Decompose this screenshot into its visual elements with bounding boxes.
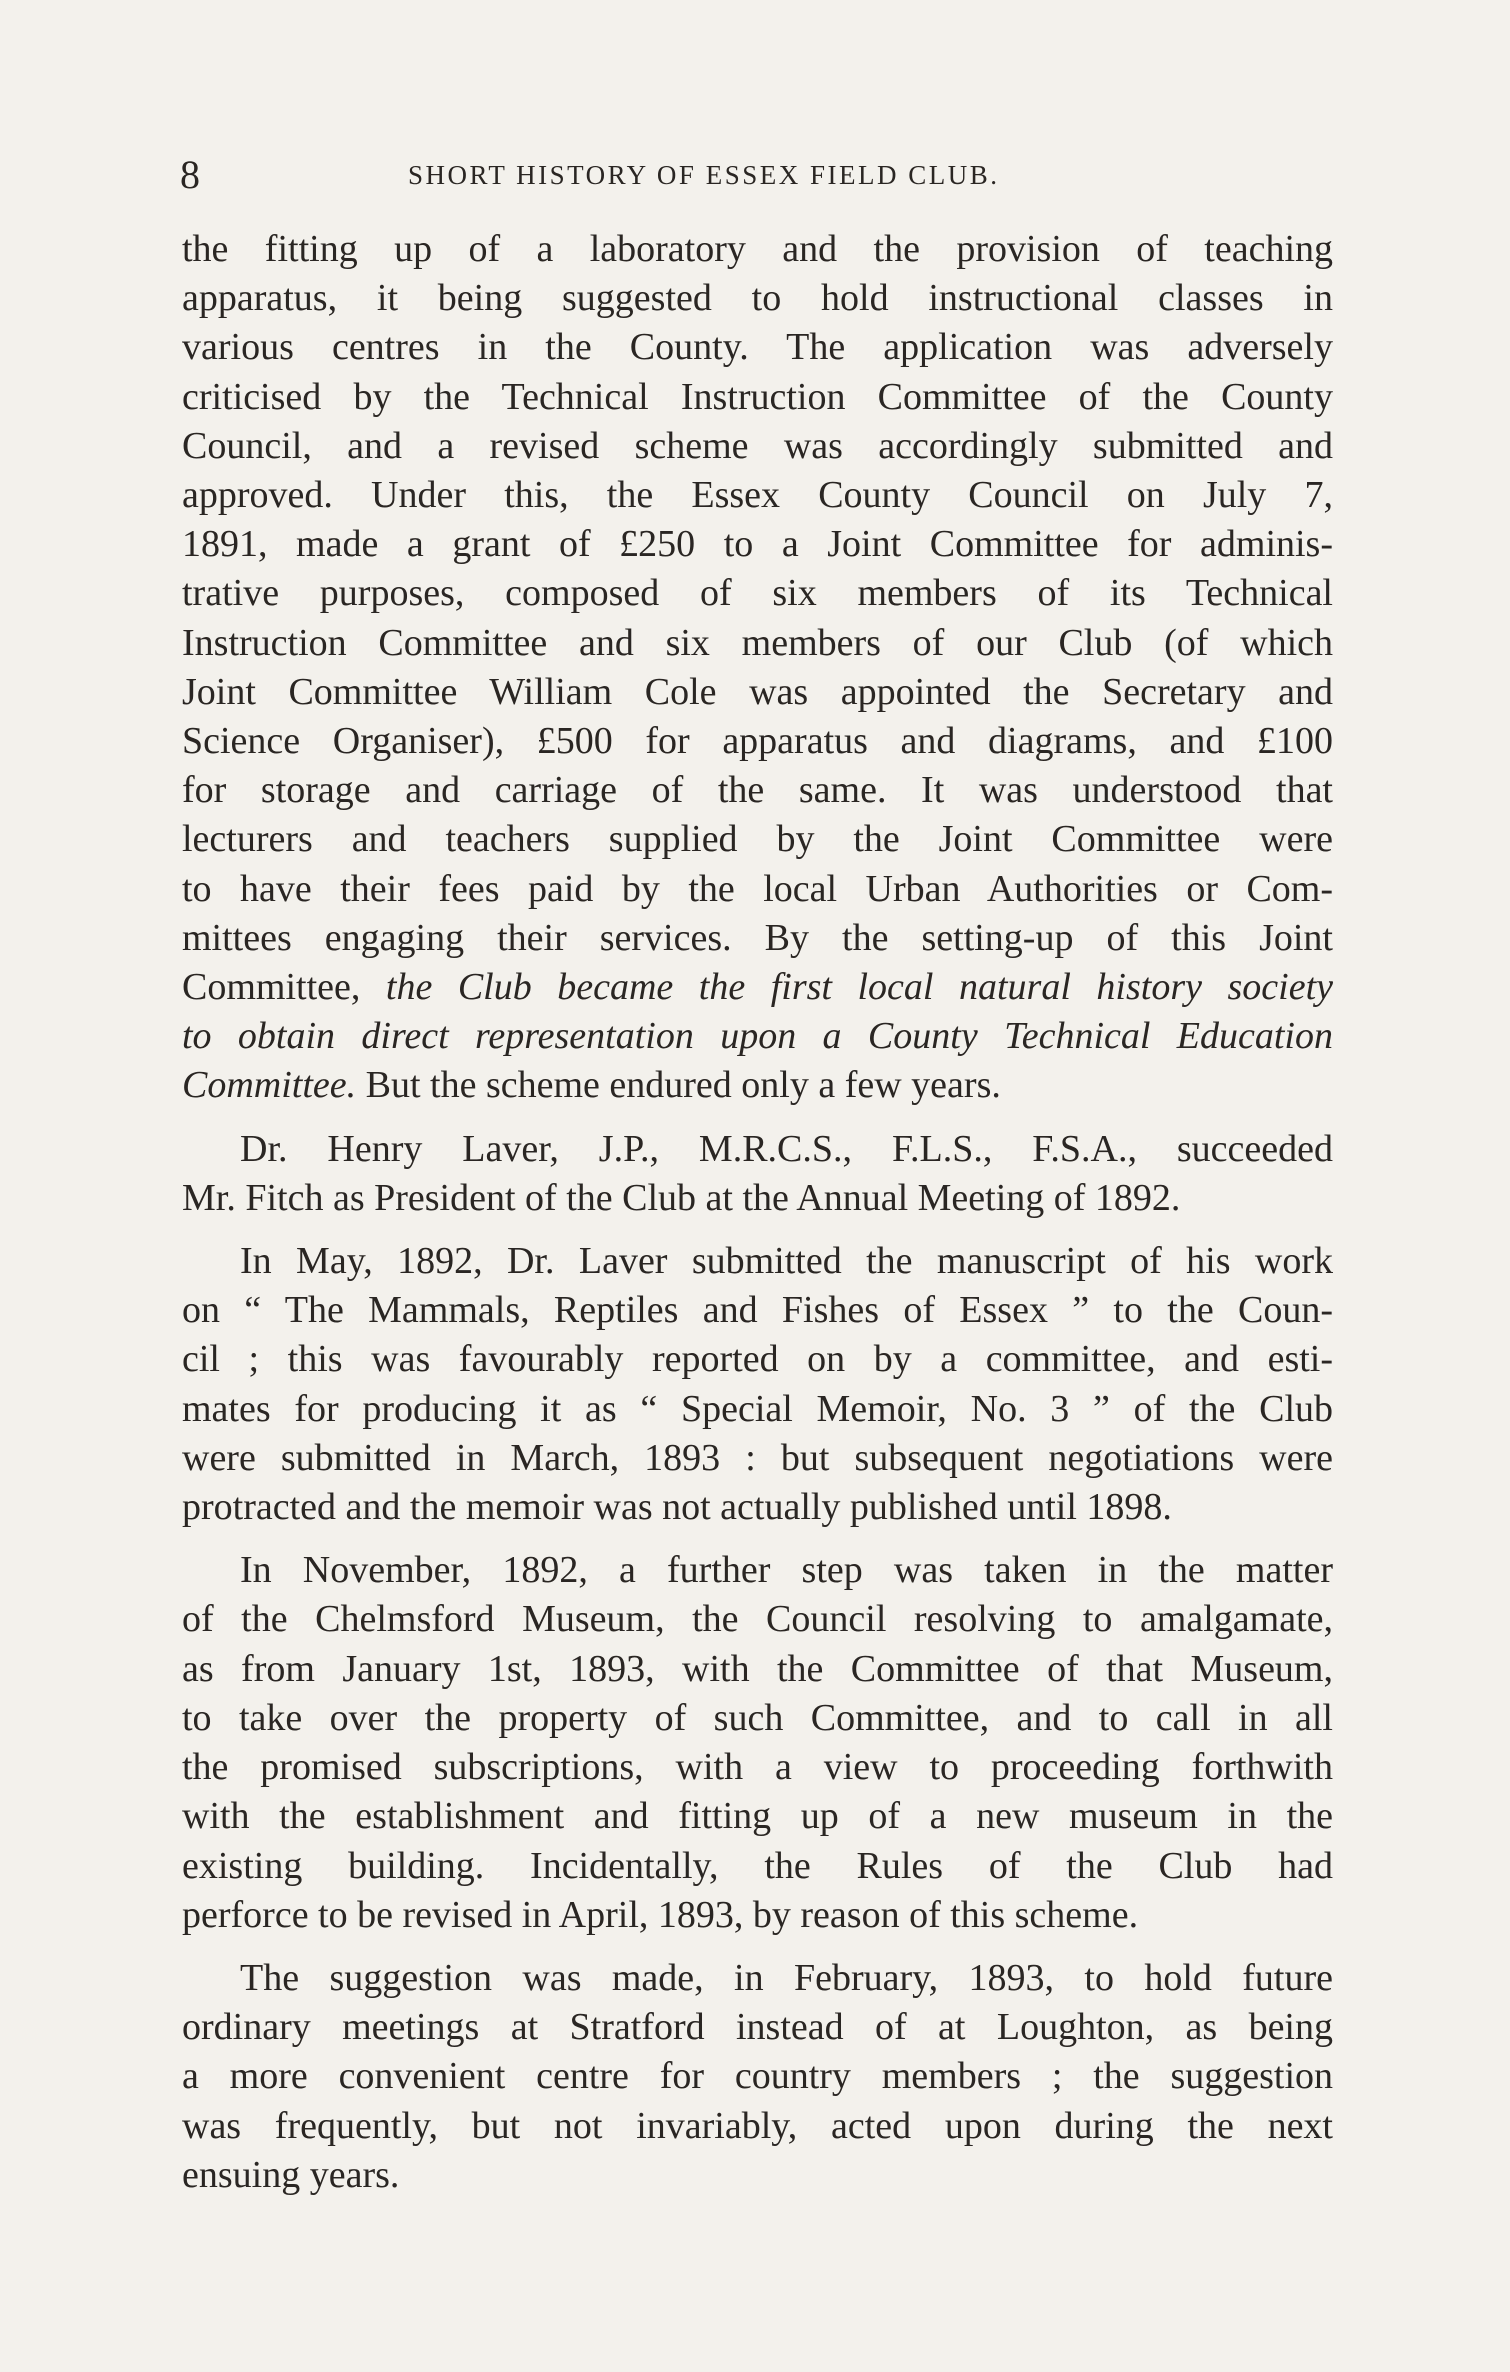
text-line: various centres in the County. The application was adversely <box>182 326 1333 369</box>
text-line: Dr. Henry Laver, J.P., M.R.C.S., F.L.S., F.S.A., succeeded <box>240 1127 1333 1170</box>
text-line: of the Chelmsford Museum, the Council resolving to amalgamate, <box>182 1598 1333 1641</box>
text-line: protracted and the memoir was not actually published until 1898. <box>182 1486 1172 1529</box>
text-line: ensuing years. <box>182 2153 400 2196</box>
paragraph-2 <box>182 1125 1333 1223</box>
text-line: criticised by the Technical Instruction Committee of the County <box>182 375 1333 418</box>
text-span: Committee, <box>182 966 386 1009</box>
text-line: 1891, made a grant of £250 to a Joint Committee for adminis- <box>182 523 1333 566</box>
paragraph-4 <box>182 1546 1333 1940</box>
text-line: The suggestion was made, in February, 1893, to hold future <box>240 1956 1333 1999</box>
text-line: with the establishment and fitting up of a new museum in the <box>182 1795 1333 1838</box>
text-line: were submitted in March, 1893 : but subsequent negotiations were <box>182 1436 1333 1479</box>
italic-text: to obtain direct representation upon a County Technical Education <box>182 1015 1333 1058</box>
page-header <box>180 150 1335 200</box>
text-line: In November, 1892, a further step was taken in the matter <box>240 1549 1333 1592</box>
text-line: apparatus, it being suggested to hold instructional classes in <box>182 277 1333 320</box>
italic-text: the Club became the first local natural history society <box>385 966 1333 1009</box>
text-line: trative purposes, composed of six members of its Technical <box>182 572 1333 615</box>
text-line: approved. Under this, the Essex County Council on July 7, <box>182 474 1333 517</box>
text-line: as from January 1st, 1893, with the Committee of that Museum, <box>182 1647 1333 1690</box>
text-line: mates for producing it as “ Special Memoir, No. 3 ” of the Club <box>182 1387 1333 1430</box>
text-line: for storage and carriage of the same. It was understood that <box>182 769 1333 812</box>
text-line: a more convenient centre for country members ; the suggestion <box>182 2055 1333 2098</box>
text-span: But the scheme endured only a few years. <box>356 1064 1001 1107</box>
running-title: SHORT HISTORY OF ESSEX FIELD CLUB. <box>408 160 1000 190</box>
text-line: Mr. Fitch as President of the Club at the Annual Meeting of 1892. <box>182 1176 1181 1219</box>
text-line: lecturers and teachers supplied by the Joint Committee were <box>182 818 1333 861</box>
text-line: the fitting up of a laboratory and the provision of teaching <box>182 228 1333 270</box>
text-line: perforce to be revised in April, 1893, by reason of this scheme. <box>182 1893 1139 1936</box>
text-line: Instruction Committee and six members of our Club (of which <box>182 621 1333 664</box>
text-line: the promised subscriptions, with a view to proceeding forthwith <box>182 1746 1333 1789</box>
text-line: Council, and a revised scheme was accordingly submitted and <box>182 424 1333 467</box>
text-line: to have their fees paid by the local Urban Authorities or Com- <box>182 867 1333 910</box>
paragraph-3 <box>182 1237 1333 1532</box>
body-text <box>182 225 1333 2200</box>
text-line: existing building. Incidentally, the Rules of the Club had <box>182 1844 1333 1887</box>
text-line <box>182 963 1333 1012</box>
text-line: mittees engaging their services. By the setting-up of this Joint <box>182 916 1333 959</box>
page-number: 8 <box>180 152 200 197</box>
italic-text: Committee. <box>182 1064 357 1107</box>
text-line: Science Organiser), £500 for apparatus and diagrams, and £100 <box>182 720 1333 763</box>
text-line: cil ; this was favourably reported on by a committee, and esti- <box>182 1338 1333 1381</box>
text-line: to take over the property of such Committee, and to call in all <box>182 1696 1333 1739</box>
paragraph-5 <box>182 1954 1333 2200</box>
text-line: ordinary meetings at Stratford instead of at Loughton, as being <box>182 2006 1333 2049</box>
text-line: was frequently, but not invariably, acted upon during the next <box>182 2104 1333 2147</box>
text-line: In May, 1892, Dr. Laver submitted the manuscript of his work <box>240 1240 1333 1283</box>
paragraph-1 <box>182 225 1333 1111</box>
text-line <box>182 1012 1333 1061</box>
text-line: Joint Committee William Cole was appointed the Secretary and <box>182 670 1333 713</box>
text-line: on “ The Mammals, Reptiles and Fishes of Essex ” to the Coun- <box>182 1289 1333 1332</box>
text-line <box>182 1061 1333 1110</box>
